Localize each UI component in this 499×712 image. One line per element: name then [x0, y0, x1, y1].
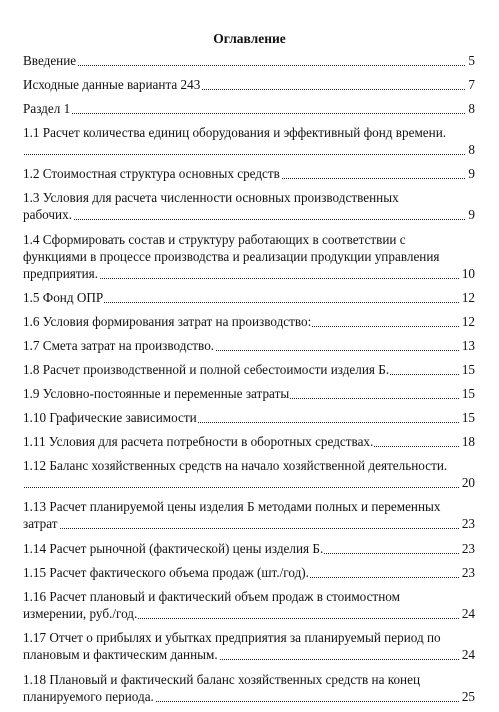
toc-entry-text: предприятия.: [23, 266, 98, 281]
dot-leader: [23, 65, 475, 66]
toc-entry[interactable]: [23, 541, 475, 558]
toc-entry[interactable]: [23, 410, 475, 427]
dot-leader: [23, 113, 475, 114]
toc-page-number: 8: [465, 142, 475, 158]
toc-entry-text-line: 1.17 Отчет о прибылях и убытках предприятия за планируемый период по: [23, 630, 441, 645]
toc-entry-row: [23, 410, 475, 427]
toc-entry-row: [23, 142, 475, 159]
toc-entry-text-line: 1.3 Условия для расчета численности основных производственных: [23, 190, 399, 205]
toc-entry-text: 1.2 Стоимостная структура основных средств: [23, 166, 280, 181]
toc-entry-text-line: 1.1 Расчет количества единиц оборудования и эффективный фонд времени.: [23, 125, 447, 140]
toc-page-number: 13: [459, 338, 475, 354]
toc-page-number: 10: [459, 266, 475, 282]
toc-page-number: 12: [459, 290, 475, 306]
toc-entry-text-line: 1.16 Расчет плановый и фактический объем продаж в стоимостном: [23, 589, 400, 604]
toc-page-number: 23: [459, 516, 475, 532]
toc-entry-row: [23, 314, 475, 331]
toc-entry-text: Раздел 1: [23, 101, 71, 116]
toc-entry[interactable]: [23, 499, 475, 533]
toc-entry-row: [23, 77, 475, 94]
toc-entry-row: [23, 434, 475, 451]
toc-entry[interactable]: [23, 458, 475, 492]
toc-entry[interactable]: [23, 190, 475, 224]
toc-page-number: 12: [459, 314, 475, 330]
toc-entry-text: затрат: [23, 516, 58, 531]
toc-entry-row: [23, 266, 475, 283]
toc-entry-text-line: 1.13 Расчет планируемой цены изделия Б методами полных и переменных: [23, 499, 441, 514]
toc-title: Оглавление: [213, 31, 286, 46]
toc-entry[interactable]: [23, 77, 475, 94]
toc-entry[interactable]: [23, 125, 475, 159]
toc-page-number: 15: [459, 410, 475, 426]
toc-entry-row: [23, 290, 475, 307]
toc-entry-text: 1.8 Расчет производственной и полной себестоимости изделия Б.: [23, 362, 390, 377]
toc-page-number: 23: [459, 541, 475, 557]
toc-entry-row: [23, 338, 475, 355]
toc-entry-text: [23, 475, 24, 490]
toc-entry-row: [23, 53, 475, 70]
toc-entry-text: Исходные данные варианта 243: [23, 77, 201, 92]
toc-entry-text-line: функциями в процессе производства и реализации продукции управления: [23, 249, 440, 264]
toc-entry-row: [23, 207, 475, 224]
toc-entry-text: 1.7 Смета затрат на производство.: [23, 338, 215, 353]
toc-page-number: 8: [465, 101, 475, 117]
toc-entry-text: [23, 142, 24, 157]
toc-entry-row: [23, 516, 475, 533]
toc-entry[interactable]: [23, 362, 475, 379]
toc-entry-text: 1.10 Графические зависимости: [23, 410, 197, 425]
toc-entry-row: [23, 647, 475, 664]
toc-entry[interactable]: [23, 565, 475, 582]
toc-page-number: 5: [465, 53, 475, 69]
toc-entry-row: [23, 362, 475, 379]
dot-leader: [23, 487, 475, 488]
toc-entry-row: [23, 386, 475, 403]
toc-page-number: 24: [459, 647, 475, 663]
toc-entry[interactable]: [23, 290, 475, 307]
toc-page-number: 23: [459, 565, 475, 581]
toc-entry-text: 1.15 Расчет фактического объема продаж (шт./год).: [23, 565, 309, 580]
toc-page-number: 15: [459, 362, 475, 378]
toc-entry-row: [23, 606, 475, 623]
toc-entry[interactable]: [23, 338, 475, 355]
toc-entry-text: 1.9 Условно-постоянные и переменные затраты: [23, 386, 290, 401]
toc-page-number: 9: [465, 166, 475, 182]
toc-entry-text: измерении, руб./год.: [23, 606, 138, 621]
toc-entry-row: [23, 565, 475, 582]
toc-entry-text: 1.14 Расчет рыночной (фактической) цены изделия Б.: [23, 541, 324, 556]
toc-entry-text: рабочих.: [23, 207, 72, 222]
toc-entry[interactable]: [23, 589, 475, 623]
toc-entry[interactable]: [23, 101, 475, 118]
toc-entry-row: [23, 541, 475, 558]
toc-entry[interactable]: [23, 672, 475, 706]
toc-entry[interactable]: [23, 232, 475, 283]
toc-page-number: 9: [465, 207, 475, 223]
toc-page-number: 25: [459, 689, 475, 705]
dot-leader: [23, 219, 475, 220]
toc-entry-row: [23, 689, 475, 706]
toc-entry-text: 1.5 Фонд ОПР: [23, 290, 104, 305]
toc-entry-text: планируемого периода.: [23, 689, 154, 704]
toc-entry-text: плановым и фактическим данным.: [23, 647, 218, 662]
dot-leader: [23, 154, 475, 155]
toc-entry-text: 1.11 Условия для расчета потребности в оборотных средствах.: [23, 434, 374, 449]
toc-entry-text-line: 1.18 Плановый и фактический баланс хозяйственных средств на конец: [23, 672, 421, 687]
toc-entry[interactable]: [23, 314, 475, 331]
toc-entry[interactable]: [23, 434, 475, 451]
toc-entry[interactable]: [23, 386, 475, 403]
toc-entry[interactable]: [23, 166, 475, 183]
toc-entry-row: [23, 101, 475, 118]
dot-leader: [23, 528, 475, 529]
toc-page-number: 15: [459, 386, 475, 402]
toc-entry-text: 1.6 Условия формирования затрат на производство:: [23, 314, 312, 329]
toc-entry-row: [23, 166, 475, 183]
toc-page-number: 18: [459, 434, 475, 450]
toc-entry-text-line: 1.4 Сформировать состав и структуру работающих в соответствии с: [23, 232, 406, 247]
toc-entry[interactable]: [23, 53, 475, 70]
toc-entry-row: [23, 475, 475, 492]
toc-page-number: 20: [459, 475, 475, 491]
toc-entry-text-line: 1.12 Баланс хозяйственных средств на начало хозяйственной деятельности.: [23, 458, 448, 473]
toc-page-number: 24: [459, 606, 475, 622]
toc-entry[interactable]: [23, 630, 475, 664]
toc-page-number: 7: [465, 77, 475, 93]
toc-entry-text: Введение: [23, 53, 77, 68]
